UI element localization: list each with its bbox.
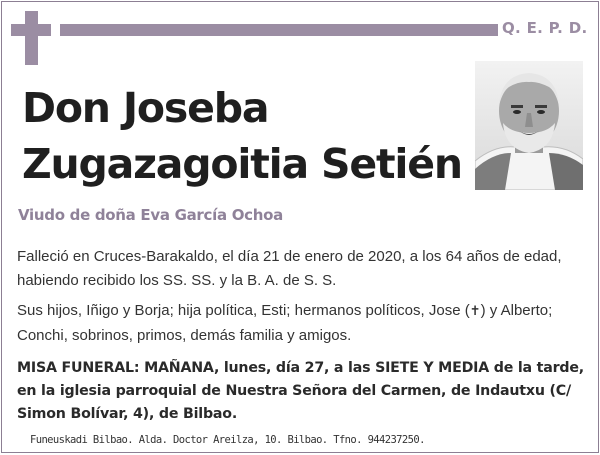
death-notice: Falleció en Cruces-Barakaldo, el día 21 de enero de 2020, a los 64 años de edad, habiendo recibido los SS. SS. y la B. A. de S. S.: [17, 248, 562, 289]
cross-icon-horizontal: [11, 24, 51, 36]
obituary-card: [1, 1, 599, 453]
deceased-name-line-1: Don Joseba: [22, 84, 269, 132]
family-list: [17, 299, 587, 348]
family-text-after: ) y Alberto; Conchi, sobrinos, primos, demás familia y amigos.: [17, 302, 553, 344]
header-rule: [60, 24, 498, 36]
qepd-label: Q. E. P. D.: [502, 19, 588, 37]
deceased-cross-icon: ✝: [469, 304, 481, 319]
funeral-mass-notice: MISA FUNERAL: MAÑANA, lunes, día 27, a las SIETE Y MEDIA de la tarde, en la iglesia parroquial de Nuestra Señora del Carmen, de Indautxu (C/ Simon Bolívar, 4), de Bilbao.: [17, 360, 584, 422]
portrait-photo: [475, 61, 583, 190]
cross-icon-vertical: [25, 11, 38, 65]
deceased-name-line-2: Zugazagoitia Setién: [22, 140, 462, 188]
family-text-before: Sus hijos, Iñigo y Borja; hija política, Esti; hermanos políticos, Jose (: [17, 302, 470, 319]
funeral-home-footer: Funeuskadi Bilbao. Alda. Doctor Areilza, 10. Bilbao. Tfno. 944237250.: [30, 434, 425, 446]
portrait-illustration: [475, 61, 583, 190]
widow-of-line: Viudo de doña Eva García Ochoa: [18, 206, 283, 224]
deceased-name: [22, 80, 462, 192]
